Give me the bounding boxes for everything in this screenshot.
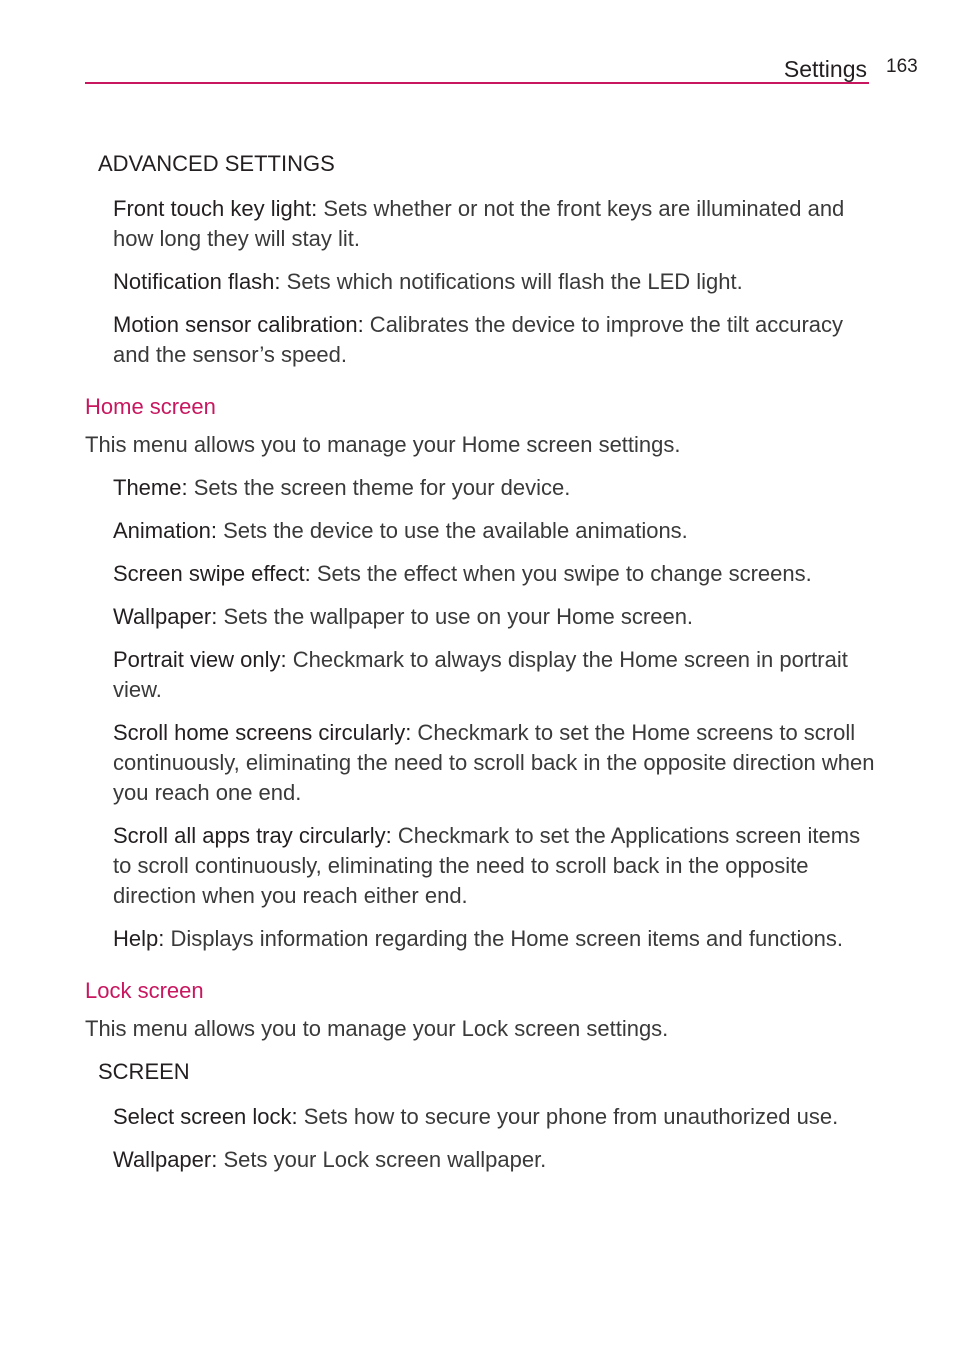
lock-screen-title: Lock screen bbox=[85, 978, 204, 1003]
header-title: Settings bbox=[783, 56, 867, 82]
setting-item: Scroll home screens circularly: Checkmark to set the Home screens to scroll continuously, eliminating the need to scroll back in the opposite direction when you reach one end. bbox=[113, 720, 875, 805]
setting-item: Scroll all apps tray circularly: Checkmark to set the Applications screen items to scroll continuously, eliminating the need to scroll back in the opposite direction when you reach either end. bbox=[113, 823, 861, 908]
lock-screen-intro: This menu allows you to manage your Lock screen settings. bbox=[85, 1016, 669, 1041]
setting-item: Screen swipe effect: Sets the effect when you swipe to change screens. bbox=[113, 561, 812, 586]
setting-item: Select screen lock: Sets how to secure your phone from unauthorized use. bbox=[113, 1104, 839, 1129]
setting-item: Motion sensor calibration: Calibrates the device to improve the tilt accuracy and the sensor’s speed. bbox=[113, 312, 844, 367]
setting-item: Theme: Sets the screen theme for your device. bbox=[113, 475, 571, 500]
home-screen-title: Home screen bbox=[85, 394, 216, 419]
page-number: 163 bbox=[886, 56, 918, 77]
setting-item: Help: Displays information regarding the Home screen items and functions. bbox=[113, 926, 844, 951]
setting-item: Notification flash: Sets which notifications will flash the LED light. bbox=[113, 269, 743, 294]
setting-item: Front touch key light: Sets whether or not the front keys are illuminated and how long they will stay lit. bbox=[113, 196, 845, 251]
setting-item: Animation: Sets the device to use the available animations. bbox=[113, 518, 688, 543]
screen-subheading: SCREEN bbox=[98, 1059, 190, 1084]
home-screen-intro: This menu allows you to manage your Home screen settings. bbox=[85, 432, 681, 457]
setting-item: Wallpaper: Sets the wallpaper to use on your Home screen. bbox=[113, 604, 694, 629]
setting-item: Wallpaper: Sets your Lock screen wallpaper. bbox=[113, 1147, 547, 1172]
page-content bbox=[85, 149, 875, 1188]
setting-item: Portrait view only: Checkmark to always display the Home screen in portrait view. bbox=[113, 647, 848, 702]
page-header bbox=[85, 54, 869, 84]
advanced-settings-heading: ADVANCED SETTINGS bbox=[98, 151, 335, 176]
